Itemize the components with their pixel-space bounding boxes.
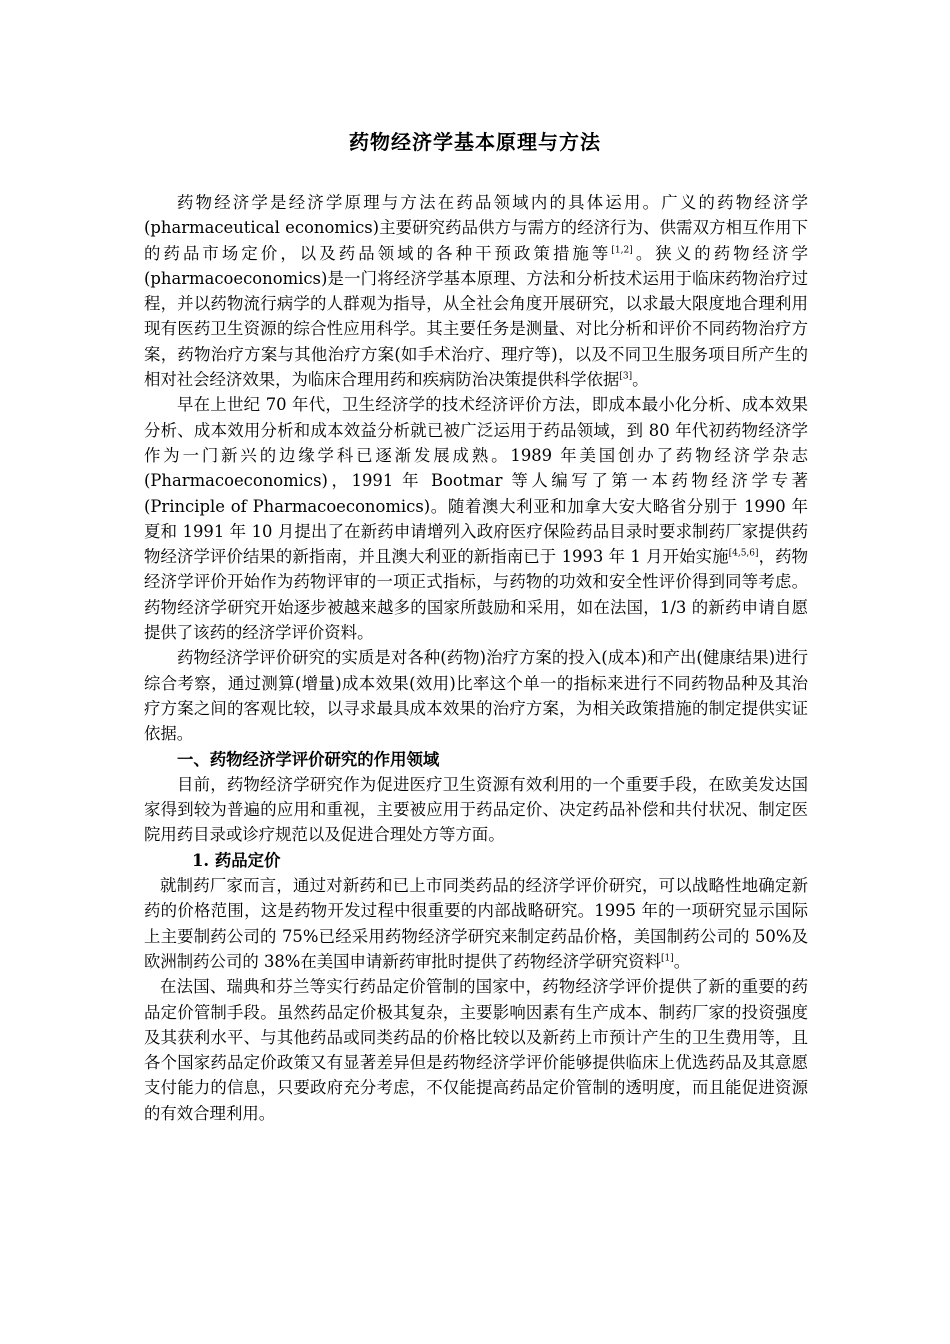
paragraph-text: ，药物经济学评价开始作为药物评审的一项正式指标，与药物的功效和安全性评价得到同等考虑。药物经济学研究开始逐步被越来越多的国家所鼓励和采用，如在法国，1/3 的新药申请自愿提供了该药的经济学评价资料。 (144, 547, 809, 643)
paragraph-text: 。 (632, 370, 649, 390)
document-body (144, 190, 808, 1126)
paragraph-definition (144, 190, 808, 392)
citation: [3] (619, 371, 633, 382)
paragraph-history (144, 392, 808, 645)
paragraph-regulation: 在法国、瑞典和芬兰等实行药品定价管制的国家中，药物经济学评价提供了新的重要的药品定价管制手段。虽然药品定价极其复杂，主要影响因素有生产成本、制药厂家的投资强度及其获利水平、与其他药品或同类药品的价格比较以及新药上市预计产生的卫生费用等，且各个国家药品定价政策又有显著差异但是药物经济学评价能够提供临床上优选药品及其意愿支付能力的信息，只要政府充分考虑，不仅能提高药品定价管制的透明度，而且能促进资源的有效合理利用。 (144, 977, 808, 1123)
paragraph-applications: 目前，药物经济学研究作为促进医疗卫生资源有效利用的一个重要手段，在欧美发达国家得到较为普遍的应用和重视，主要被应用于药品定价、决定药品补偿和共付状况、制定医院用药目录或诊疗规范以及促进合理处方等方面。 (144, 774, 808, 845)
citation: [1] (660, 953, 674, 964)
paragraph-pricing (144, 873, 808, 974)
paragraph-text: 就制药厂家而言，通过对新药和已上市同类药品的经济学评价研究，可以战略性地确定新药的价格范围，这是药物开发过程中很重要的内部战略研究。1995 年的一项研究显示国际上主要制药公司的 75%已经采用药物经济学研究来制定药品价格，美国制药公司的 50%及欧洲制药公司的 38%在美国申请新药审批时提供了药物经济学研究资料 (144, 876, 808, 971)
paragraph-text: 药物经济学是经济学原理与方法在药品领域内的具体运用。广义的药物经济学(pharmaceutical economics)主要研究药品供方与需方的经济行为、供需双方相互作用下的药品市场定价，以及药品领域的各种干预政策措施等 (144, 193, 808, 263)
subsection-heading: 1. 药品定价 (192, 850, 281, 870)
paragraph-essence: 药物经济学评价研究的实质是对各种(药物)治疗方案的投入(成本)和产出(健康结果)进行综合考察，通过测算(增量)成本效果(效用)比率这个单一的指标来进行不同药物品种及其治疗方案之间的客观比较，以寻求最具成本效果的治疗方案，为相关政策措施的制定提供实证依据。 (144, 648, 808, 744)
section-heading: 一、药物经济学评价研究的作用领域 (177, 749, 440, 769)
paragraph-text: 。 (673, 951, 691, 971)
citation: [4,5,6] (728, 548, 759, 559)
document-title: 药物经济学基本原理与方法 (349, 130, 601, 154)
paragraph-text: 早在上世纪 70 年代，卫生经济学的技术经济评价方法，即成本最小化分析、成本效果分析、成本效用分析和成本效益分析就已被广泛运用于药品领域，到 80 年代初药物经济学作为一门新兴的边缘学科已逐渐发展成熟。1989 年美国创办了药物经济学杂志(Pharmacoeconomics)，1991 年 Bootmar 等人编写了第一本药物经济学专著(Principle of Pharmacoeconomics)。随着澳大利亚和加拿大安大略省分别于 1990 年夏和 1991 年 10 月提出了在新药申请增列入政府医疗保险药品目录时要求制药厂家提供药物经济学评价结果的新指南，并且澳大利亚的新指南已于 1993 年 1 月开始实施 (144, 395, 808, 567)
paragraph-text: 。狭义的药物经济学(pharmacoeconomics)是一门将经济学基本原理、方法和分析技术运用于临床药物治疗过程，并以药物流行病学的人群观为指导，从全社会角度开展研究，以求最大限度地合理利用现有医药卫生资源的综合性应用科学。其主要任务是测量、对比分析和评价不同药物治疗方案，药物治疗方案与其他治疗方案(如手术治疗、理疗等)，以及不同卫生服务项目所产生的相对社会经济效果，为临床合理用药和疾病防治决策提供科学依据 (144, 243, 809, 390)
citation: [1,2] (611, 245, 633, 256)
